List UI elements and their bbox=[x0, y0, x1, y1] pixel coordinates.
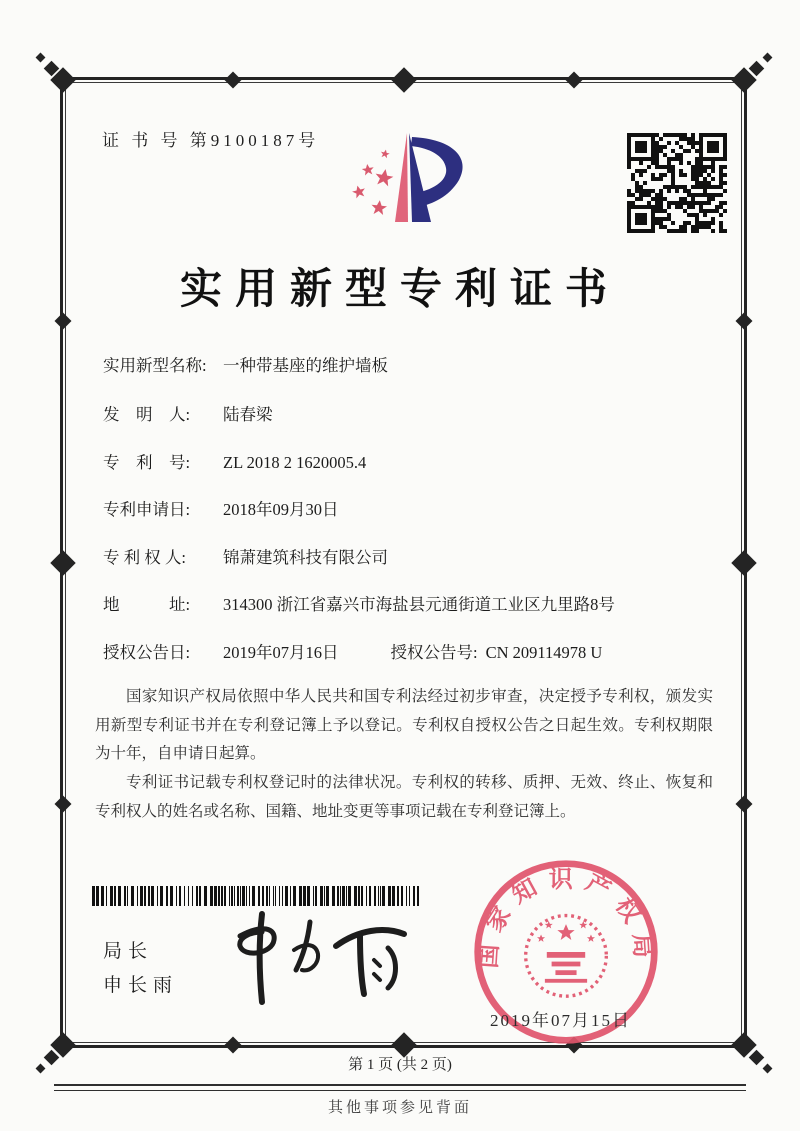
field-row-name bbox=[103, 352, 723, 376]
director-name: 申长雨 bbox=[103, 975, 179, 996]
logo-stars bbox=[351, 149, 394, 216]
legal-paragraph-1: 国家知识产权局依照中华人民共和国专利法经过初步审查，决定授予专利权，颁发实用新型专利证书并在专利登记簿上予以登记。专利权自授权公告之日起生效。专利权期限为十年，自申请日起算。 bbox=[95, 688, 713, 763]
certificate-title: 实用新型专利证书 bbox=[179, 267, 620, 313]
field-value: 锦萧建筑科技有限公司 bbox=[223, 548, 388, 567]
field-value: 陆春梁 bbox=[223, 405, 273, 424]
legal-text-block bbox=[95, 683, 713, 826]
field-row-address bbox=[103, 591, 723, 615]
field-row-patent-no bbox=[103, 449, 723, 473]
qr-code bbox=[627, 133, 727, 233]
field-row-filing-date bbox=[103, 496, 723, 520]
field-value: ZL 2018 2 1620005.4 bbox=[223, 453, 367, 472]
border-ornament bbox=[762, 52, 772, 62]
legal-paragraph-2: 专利证书记载专利权登记时的法律状况。专利权的转移、质押、无效、终止、恢复和专利权人的姓名或名称、国籍、地址变更等事项记载在专利登记簿上。 bbox=[95, 774, 713, 820]
field-label: 专利申请日: bbox=[103, 500, 191, 519]
field-row-inventor bbox=[103, 401, 723, 425]
seal-text: 国家知识产权局 bbox=[475, 867, 657, 970]
cnipa-logo-icon bbox=[335, 130, 475, 240]
back-note: 其他事项参见背面 bbox=[327, 1100, 472, 1116]
field-label: 授权公告日: bbox=[103, 643, 191, 662]
seal-date: 2019年07月15日 bbox=[490, 1011, 631, 1030]
field-row-patentee bbox=[103, 544, 723, 568]
page-number: 第 1 页 (共 2 页) bbox=[348, 1057, 452, 1073]
field-row-grant bbox=[103, 639, 723, 663]
field-label: 专 利 号: bbox=[103, 453, 191, 472]
field-label: 地 址: bbox=[103, 595, 191, 614]
field-label: 发 明 人: bbox=[103, 405, 191, 424]
grant-number-pair bbox=[391, 643, 603, 662]
field-value: 一种带基座的维护墙板 bbox=[223, 356, 388, 375]
field-label: 专 利 权 人: bbox=[103, 548, 186, 567]
certificate-number: 证 书 号 第9100187号 bbox=[102, 131, 320, 150]
barcode bbox=[92, 886, 424, 906]
field-value: CN 209114978 U bbox=[485, 643, 603, 662]
field-value: 314300 浙江省嘉兴市海盐县元通街道工业区九里路8号 bbox=[223, 595, 615, 614]
field-label: 授权公告号: bbox=[390, 643, 478, 662]
field-value: 2018年09月30日 bbox=[223, 500, 339, 519]
director-signature bbox=[218, 908, 418, 1013]
field-value: 2019年07月16日 bbox=[223, 643, 339, 662]
field-label: 实用新型名称: bbox=[103, 356, 207, 375]
director-title-label: 局长 bbox=[103, 941, 154, 962]
bottom-rule-line bbox=[54, 1084, 746, 1091]
border-ornament bbox=[35, 52, 45, 62]
national-emblem-icon bbox=[526, 916, 607, 997]
